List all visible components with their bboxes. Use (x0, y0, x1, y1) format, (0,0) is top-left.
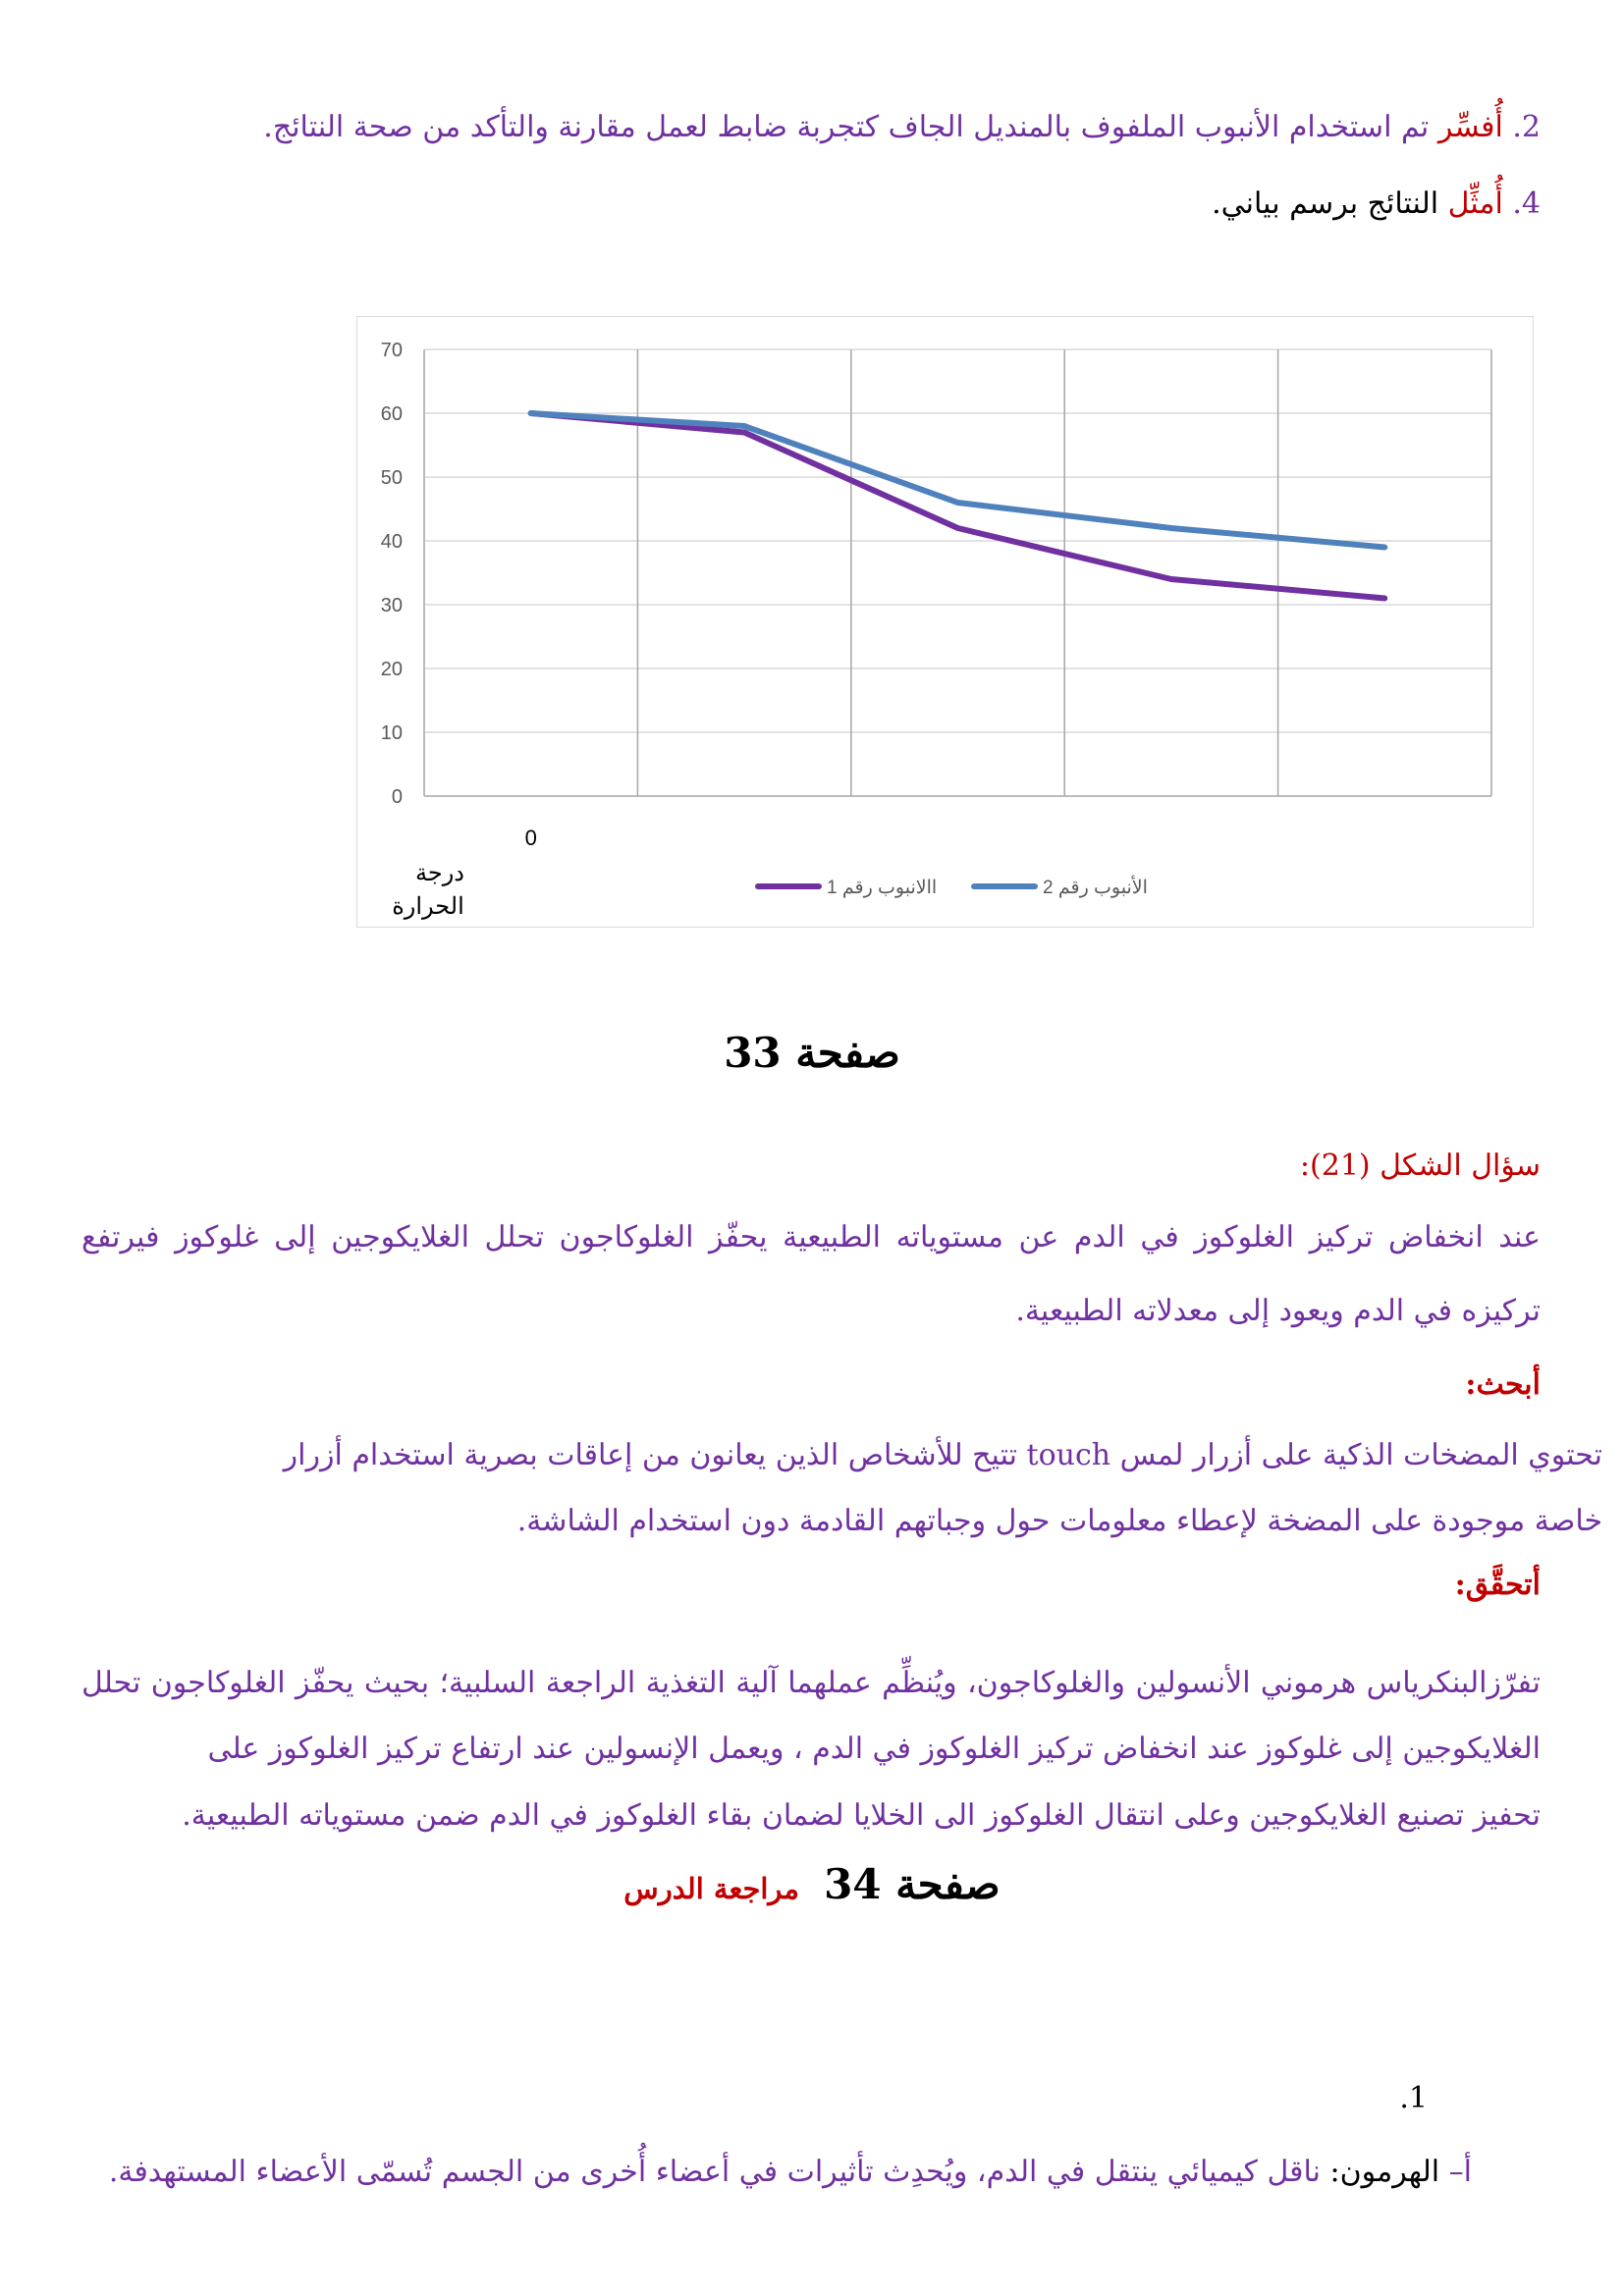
line-chart-svg (357, 317, 1533, 927)
y-tick-label: 20 (380, 659, 403, 680)
lesson-review-label: مراجعة الدرس (623, 1872, 799, 1905)
series-line-1 (531, 413, 1385, 599)
y-tick-label: 40 (380, 531, 403, 553)
series-2-point (1383, 546, 1386, 549)
verify-heading: أتحقَّق: (1454, 1568, 1541, 1602)
series-1-point (1383, 597, 1386, 600)
series-1-point (956, 527, 959, 530)
question-4 (1212, 187, 1541, 221)
page-33-title: صفحة 33 (724, 1029, 900, 1077)
answer-a-term: الهرمون: (1329, 2155, 1440, 2189)
legend-label-2: الأنبوب رقم 2 (1043, 878, 1148, 898)
x-axis-title-line-2: الحرارة (392, 893, 464, 920)
question-2-text: تم استخدام الأنبوب الملفوف بالمنديل الجاف كتجربة ضابط لعمل مقارنة والتأكد من صحة النتائج. (263, 110, 1430, 144)
lesson-review-header (0, 1860, 1624, 1908)
verify-line-3: تحفيز تصنيع الغلايكوجين وعلى انتقال الغلوكوز الى الخلايا لضمان بقاء الغلوكوز في الدم ضمن مستوياته الطبيعية. (182, 1798, 1541, 1833)
x-tick-label: 0 (524, 826, 537, 850)
series-1-point (743, 431, 746, 434)
verify-line-1: تفرّزالبنكرياس هرموني الأنسولين والغلوكاجون، ويُنظِّم عملهما آلية التغذية الراجعة السلبية؛ بحيث يحفّز الغلوكاجون تحلل (81, 1666, 1541, 1700)
legend-label-1: االانبوب رقم 1 (827, 878, 938, 898)
series-2-point (743, 425, 746, 428)
question-4-number: 4. (1512, 187, 1541, 221)
series-2-point (956, 502, 959, 505)
answer-a-text: ناقل كيميائي ينتقل في الدم، ويُحدِث تأثيرات في أعضاء أُخرى من الجسم تُسمّى الأعضاء المستهدفة. (108, 2155, 1321, 2189)
y-tick-label: 30 (380, 595, 403, 616)
y-tick-label: 60 (380, 403, 403, 425)
verify-line-2: الغلايكوجين إلى غلوكوز عند انخفاض تركيز الغلوكوز في الدم ، ويعمل الإنسولين عند ارتفاع تركيز الغلوكوز على (207, 1732, 1541, 1766)
answer-a-letter: أ– (1448, 2155, 1472, 2189)
series-1-point (1169, 578, 1172, 581)
research-line-1: تحتوي المضخات الذكية على أزرار لمس touch تتيح للأشخاص الذين يعانون من إعاقات بصرية استخدام أزرار (283, 1438, 1602, 1472)
question-2 (263, 110, 1541, 144)
page-34-title: صفحة 34 (824, 1860, 1001, 1908)
y-tick-label: 70 (380, 340, 403, 361)
series-2-point (1169, 527, 1172, 530)
question-2-verb: أُفسِّر (1437, 110, 1503, 144)
figure-21-line-2: تركيزه في الدم ويعود إلى معدلاته الطبيعية. (1015, 1294, 1541, 1328)
y-tick-label: 50 (380, 467, 403, 489)
x-axis-title-line-1: درجة (415, 860, 464, 886)
question-2-number: 2. (1512, 110, 1541, 144)
y-tick-label: 10 (380, 722, 403, 744)
figure-21-line-1: عند انخفاض تركيز الغلوكوز في الدم عن مستوياته الطبيعية يحفّز الغلوكاجون تحلل الغلايكوجين إلى غلوكوز فيرتفع (81, 1220, 1541, 1255)
question-4-verb: أُمثِّل (1447, 187, 1503, 221)
answer-a (109, 2155, 1472, 2189)
series-2-point (529, 412, 532, 415)
figure-21-heading: سؤال الشكل (21): (1299, 1148, 1541, 1183)
question-4-text: النتائج برسم بياني. (1212, 187, 1439, 221)
y-tick-label: 0 (391, 786, 403, 808)
answer-item-number: 1. (1399, 2081, 1428, 2115)
research-heading: أبحث: (1465, 1367, 1541, 1402)
line-chart (356, 316, 1534, 928)
research-line-2: خاصة موجودة على المضخة لإعطاء معلومات حول وجباتهم القادمة دون استخدام الشاشة. (516, 1504, 1602, 1538)
